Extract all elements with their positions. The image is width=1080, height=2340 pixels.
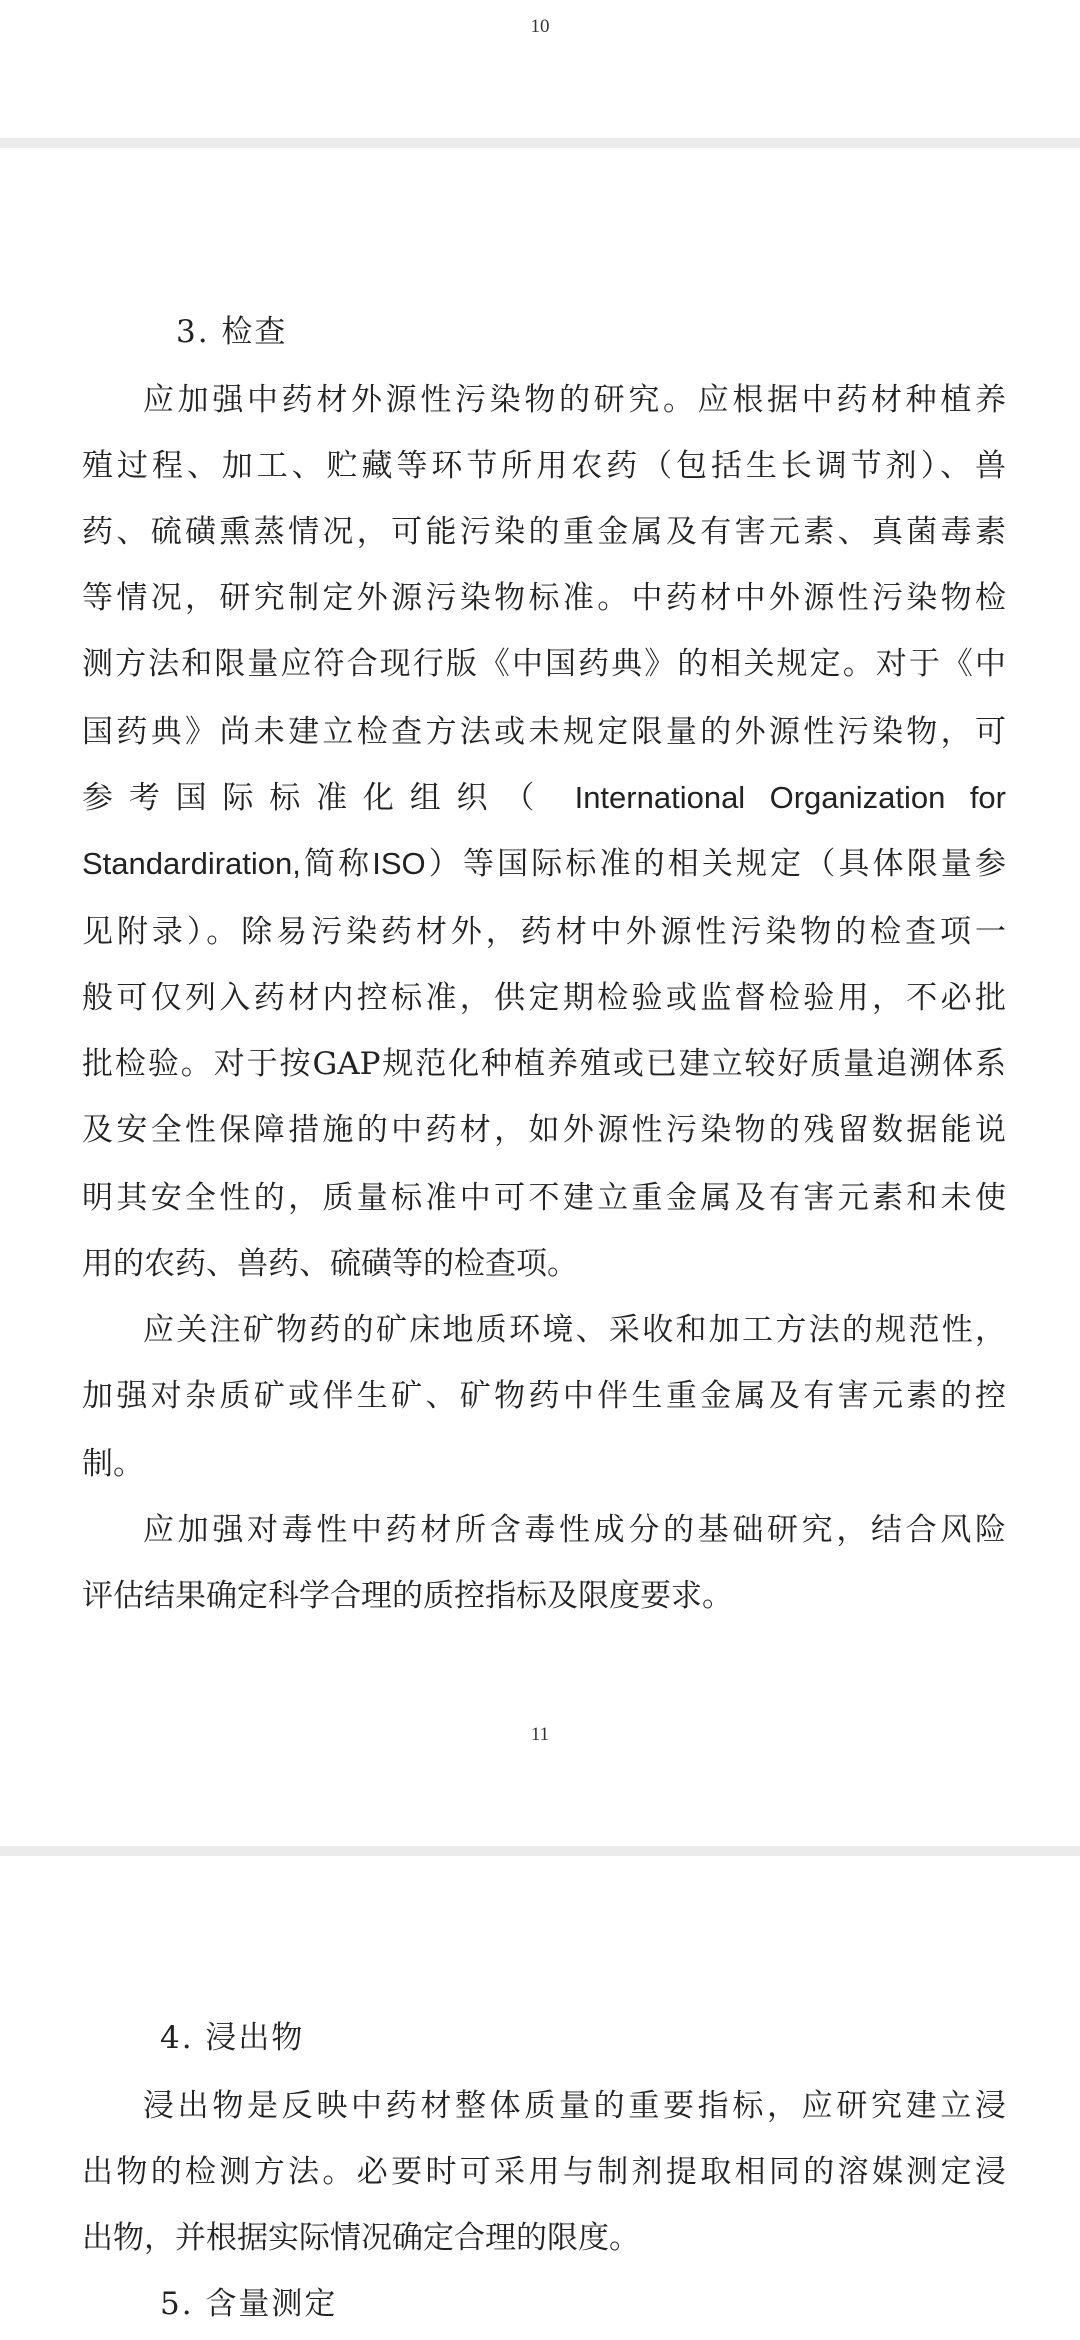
section-heading-extractives: 4. 浸出物 xyxy=(160,2020,305,2056)
text-line: 应加强对毒性中药材所含毒性成分的基础研究，结合风险 xyxy=(143,1512,1006,1548)
text-line: 出物的检测方法。必要时可采用与制剂提取相同的溶媒测定浸 xyxy=(82,2154,1006,2190)
section-heading-inspection: 3. 检查 xyxy=(176,314,288,350)
text-line: 批检验。对于按GAP规范化种植养殖或已建立较好质量追溯体系 xyxy=(82,1046,1006,1082)
text-line: 加强对杂质矿或伴生矿、矿物药中伴生重金属及有害元素的控 xyxy=(82,1378,1006,1414)
text-line: 及安全性保障措施的中药材，如外源性污染物的残留数据能说 xyxy=(82,1112,1006,1148)
text-line: 测方法和限量应符合现行版《中国药典》的相关规定。对于《中 xyxy=(82,646,1006,682)
text-line: 用的农药、兽药、硫磺等的检查项。 xyxy=(82,1246,578,1282)
text-line: 见附录）。除易污染药材外，药材中外源性污染物的检查项一 xyxy=(82,914,1006,950)
text-line: Standardiration,简称ISO）等国际标准的相关规定（具体限量参 xyxy=(82,846,1006,881)
text-line: 应关注矿物药的矿床地质环境、采收和加工方法的规范性， xyxy=(143,1312,1006,1348)
page-number: 10 xyxy=(530,16,550,37)
page-separator xyxy=(0,138,1080,148)
text-line: 般可仅列入药材内控标准，供定期检验或监督检验用，不必批 xyxy=(82,980,1006,1016)
text-line: 参考国际标准化组织（ International Organization for xyxy=(82,780,1006,815)
page-separator xyxy=(0,1846,1080,1856)
text-line: 明其安全性的，质量标准中可不建立重金属及有害元素和未使 xyxy=(82,1180,1006,1216)
text-line: 殖过程、加工、贮藏等环节所用农药（包括生长调节剂）、兽 xyxy=(82,448,1006,484)
text-line: 应加强中药材外源性污染物的研究。应根据中药材种植养 xyxy=(143,382,1006,418)
text-line: 制。 xyxy=(82,1446,144,1482)
section-heading-content-determination: 5. 含量测定 xyxy=(160,2286,338,2322)
text-line: 国药典》尚未建立检查方法或未规定限量的外源性污染物，可 xyxy=(82,714,1006,750)
text-line: 药、硫磺熏蒸情况，可能污染的重金属及有害元素、真菌毒素 xyxy=(82,514,1006,550)
text-line: 等情况，研究制定外源污染物标准。中药材中外源性污染物检 xyxy=(82,580,1006,616)
text-line: 出物，并根据实际情况确定合理的限度。 xyxy=(82,2220,640,2256)
text-line: 浸出物是反映中药材整体质量的重要指标，应研究建立浸 xyxy=(143,2088,1006,2124)
text-line: 评估结果确定科学合理的质控指标及限度要求。 xyxy=(82,1578,733,1614)
page-number: 11 xyxy=(530,1724,550,1745)
